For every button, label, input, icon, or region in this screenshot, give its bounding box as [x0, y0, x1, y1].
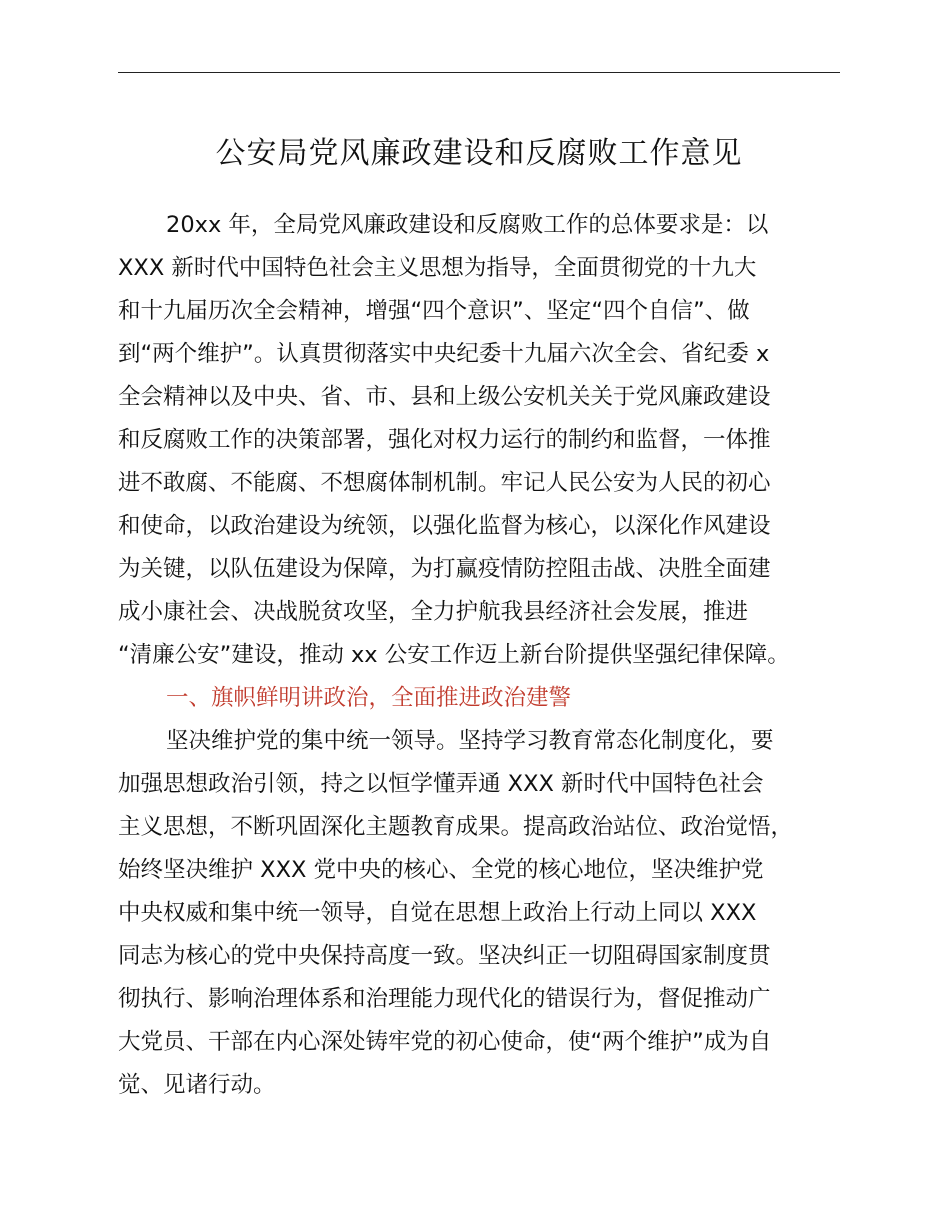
paragraph-1-line: 成小康社会、决战脱贫攻坚，全力护航我县经济社会发展，推进 — [118, 599, 749, 625]
paragraph-2-line: 同志为核心的党中央保持高度一致。坚决纠正一切阻碍国家制度贯 — [118, 943, 771, 969]
paragraph-1-line: 和使命，以政治建设为统领，以强化监督为核心，以深化作风建设 — [118, 513, 771, 539]
paragraph-2-line: 坚决维护党的集中统一领导。坚持学习教育常态化制度化，要 — [166, 728, 774, 754]
paragraph-1-line: 进不敢腐、不能腐、不想腐体制机制。牢记人民公安为人民的初心 — [118, 470, 771, 496]
paragraph-1-line: 全会精神以及中央、省、市、县和上级公安机关关于党风廉政建设 — [118, 384, 771, 410]
paragraph-2-line: 大党员、干部在内心深处铸牢党的初心使命，使“两个维护”成为自 — [118, 1029, 772, 1055]
page-title: 公安局党风廉政建设和反腐败工作意见 — [215, 136, 743, 171]
paragraph-1-line: 和反腐败工作的决策部署，强化对权力运行的制约和监督，一体推 — [118, 427, 771, 453]
paragraph-1-line: “清廉公安”建设，推动 xx 公安工作迈上新台阶提供坚强纪律保障。 — [118, 642, 790, 668]
paragraph-1-line: 到“两个维护”。认真贯彻落实中央纪委十九届六次全会、省纪委 x — [118, 341, 770, 367]
paragraph-1-line: 和十九届历次全会精神，增强“四个意识”、坚定“四个自信”、做 — [118, 298, 750, 324]
paragraph-1-line: XXX 新时代中国特色社会主义思想为指导，全面贯彻党的十九大 — [118, 255, 757, 281]
paragraph-2-line: 中央权威和集中统一领导，自觉在思想上政治上行动上同以 XXX — [118, 900, 757, 926]
paragraph-2-line: 觉、见诸行动。 — [118, 1072, 276, 1098]
paragraph-1-line: 20xx 年，全局党风廉政建设和反腐败工作的总体要求是：以 — [166, 212, 769, 238]
header-rule — [118, 72, 840, 73]
section-heading-1: 一、旗帜鲜明讲政治，全面推进政治建警 — [166, 685, 572, 711]
paragraph-2-line: 主义思想，不断巩固深化主题教育成果。提高政治站位、政治觉悟， — [118, 814, 794, 840]
paragraph-2-line: 彻执行、影响治理体系和治理能力现代化的错误行为，督促推动广 — [118, 986, 771, 1012]
paragraph-2-line: 加强思想政治引领，持之以恒学懂弄通 XXX 新时代中国特色社会 — [118, 771, 764, 797]
paragraph-2-line: 始终坚决维护 XXX 党中央的核心、全党的核心地位，坚决维护党 — [118, 857, 764, 883]
paragraph-1-line: 为关键，以队伍建设为保障，为打赢疫情防控阻击战、决胜全面建 — [118, 556, 771, 582]
